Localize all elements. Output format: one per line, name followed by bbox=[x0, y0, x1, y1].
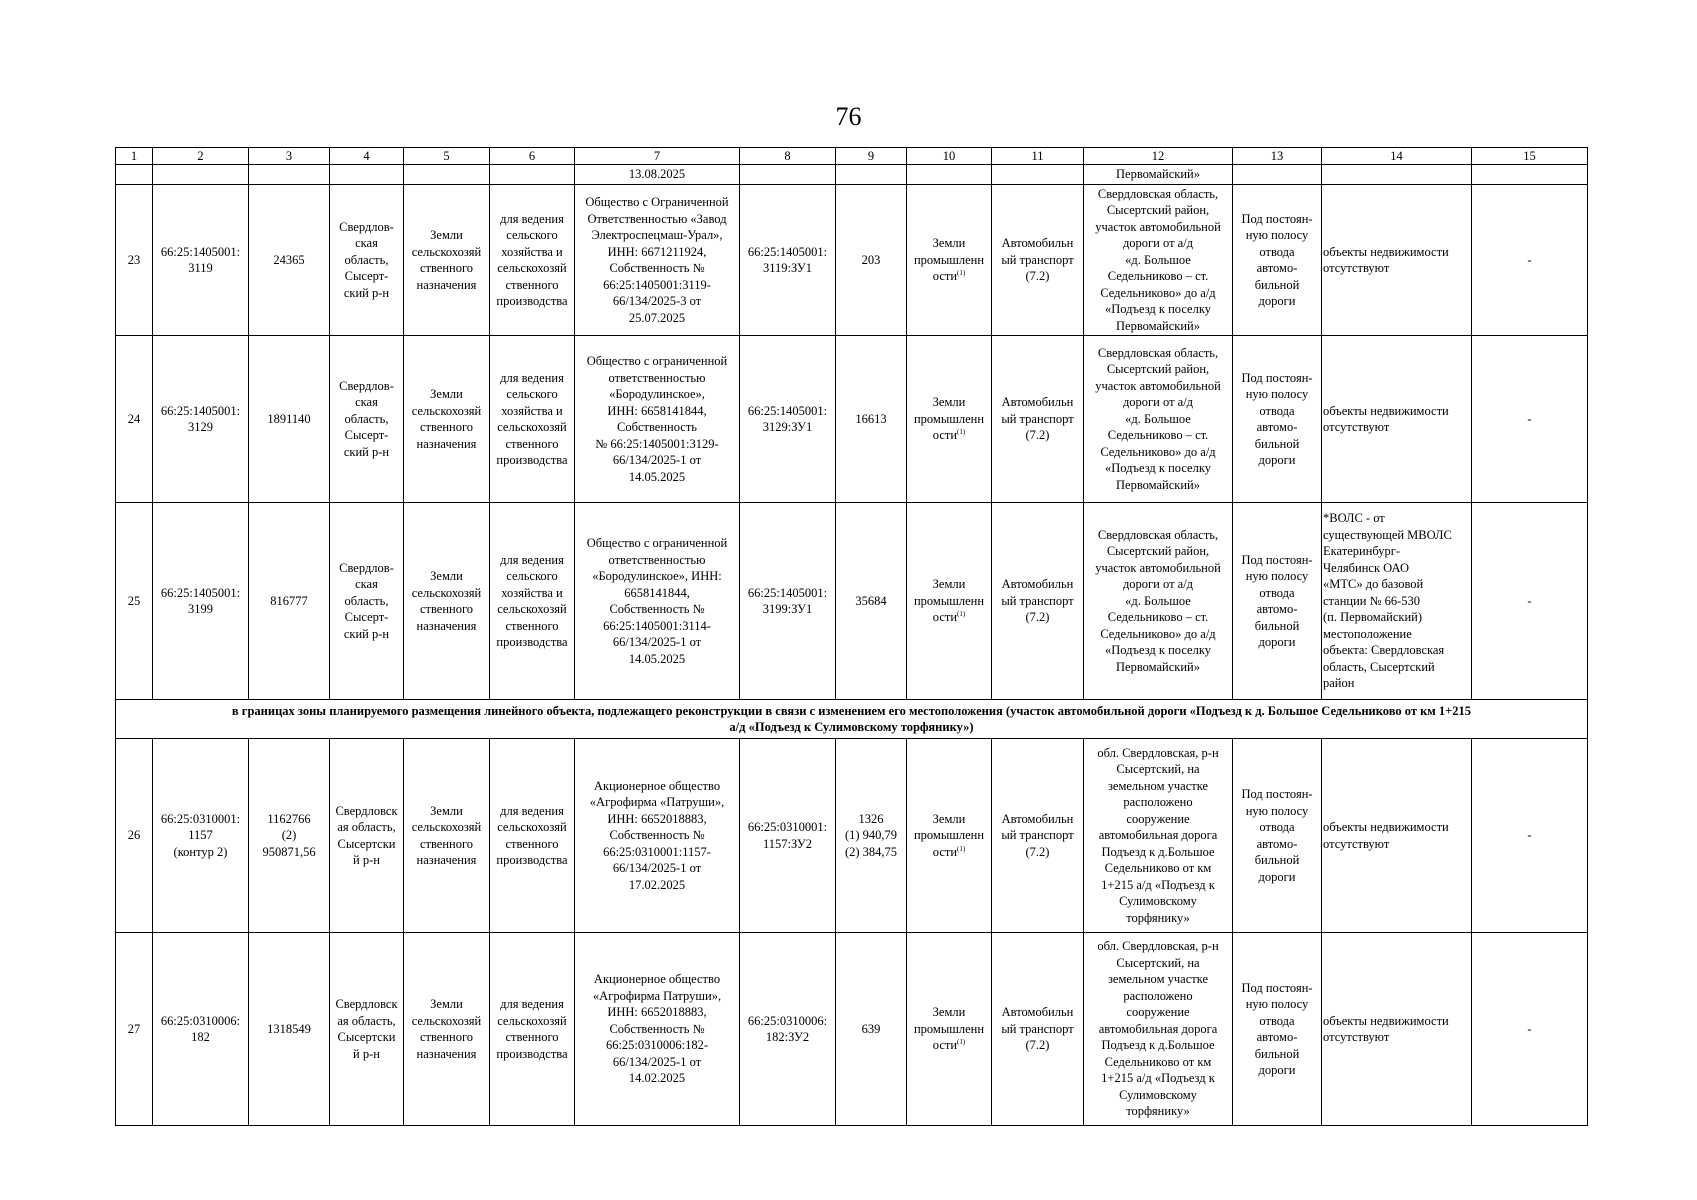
area-cell: 1162766 (2) 950871,56 bbox=[249, 739, 330, 933]
plot-area-cell: 1326 (1) 940,79 (2) 384,75 bbox=[836, 739, 907, 933]
column-number: 8 bbox=[740, 148, 836, 165]
continuation-row bbox=[116, 165, 1588, 185]
area-cell: 1891140 bbox=[249, 336, 330, 503]
note-cell: - bbox=[1472, 185, 1588, 336]
section-heading-row bbox=[116, 700, 1588, 739]
term-cell: Под постоян- ную полосу отвода автомо- бильной дороги bbox=[1233, 185, 1322, 336]
plot-number-cell: 66:25:1405001: 3119:ЗУ1 bbox=[740, 185, 836, 336]
location-cell: Свердлов- ская область, Сысерт- ский р-н bbox=[330, 336, 404, 503]
table-row bbox=[116, 739, 1588, 933]
objects-cell: *ВОЛС - от существующей МВОЛС Екатеринбург- Челябинск ОАО «МТС» до базовой станции № 66-530 (п. Первомайский) местоположение объекта: Свердловская область, Сысертский район bbox=[1322, 503, 1472, 700]
rights-holder-cell: Акционерное общество «Агрофирма «Патруши», ИНН: 6652018883, Собственность № 66:25:0310001:1157- 66/134/2025-1 от 17.02.2025 bbox=[575, 739, 740, 933]
column-number: 7 bbox=[575, 148, 740, 165]
land-category-cell: Земли сельскохозяй ственного назначения bbox=[404, 185, 490, 336]
term-cell: Под постоян- ную полосу отвода автомо- бильной дороги bbox=[1233, 336, 1322, 503]
vri-cell: Автомобильн ый транспорт (7.2) bbox=[992, 739, 1084, 933]
plot-number-cell: 66:25:1405001: 3199:ЗУ1 bbox=[740, 503, 836, 700]
land-category-cell: Земли сельскохозяй ственного назначения bbox=[404, 739, 490, 933]
cadastral-number-cell: 66:25:0310001: 1157 (контур 2) bbox=[153, 739, 249, 933]
plot-number-cell: 66:25:1405001: 3129:ЗУ1 bbox=[740, 336, 836, 503]
rights-date-cell: 13.08.2025 bbox=[575, 165, 740, 185]
permitted-use-cell: для ведения сельского хозяйства и сельскохозяй ственного производства bbox=[490, 185, 575, 336]
section-heading: в границах зоны планируемого размещения линейного объекта, подлежащего реконструкции в связи с изменением его местоположения (участок автомобильной дороги «Подъезд к д. Большое Седельниково от км 1+215 а/д «Подъезд к Сулимовскому торфянику») bbox=[116, 700, 1588, 739]
cadastral-number-cell: 66:25:0310006: 182 bbox=[153, 933, 249, 1126]
objects-cell: объекты недвижимости отсутствуют bbox=[1322, 185, 1472, 336]
vri-cell: Автомобильн ый транспорт (7.2) bbox=[992, 503, 1084, 700]
note-cell: - bbox=[1472, 336, 1588, 503]
location-cell: Свердловск ая область, Сысертски й р-н bbox=[330, 933, 404, 1126]
objects-cell: объекты недвижимости отсутствуют bbox=[1322, 739, 1472, 933]
column-number: 12 bbox=[1084, 148, 1233, 165]
plot-number-cell: 66:25:0310006: 182:ЗУ2 bbox=[740, 933, 836, 1126]
location-cell: Свердлов- ская область, Сысерт- ский р-н bbox=[330, 185, 404, 336]
column-number: 13 bbox=[1233, 148, 1322, 165]
cadastral-number-cell: 66:25:1405001: 3119 bbox=[153, 185, 249, 336]
column-number: 10 bbox=[907, 148, 992, 165]
column-number: 14 bbox=[1322, 148, 1472, 165]
column-number: 15 bbox=[1472, 148, 1588, 165]
note-cell: - bbox=[1472, 739, 1588, 933]
permitted-use-cell: для ведения сельскохозяй ственного производства bbox=[490, 933, 575, 1126]
objects-cell: объекты недвижимости отсутствуют bbox=[1322, 336, 1472, 503]
area-cell: 816777 bbox=[249, 503, 330, 700]
location-cell: Свердлов- ская область, Сысерт- ский р-н bbox=[330, 503, 404, 700]
purpose-cell: Свердловская область, Сысертский район, участок автомобильной дороги от а/д «д. Большое Седельниково – ст. Седельниково» до а/д «Подъезд к поселку Первомайский» bbox=[1084, 503, 1233, 700]
term-cell: Под постоян- ную полосу отвода автомо- бильной дороги bbox=[1233, 503, 1322, 700]
row-number-cell: 26 bbox=[116, 739, 153, 933]
objects-cell: объекты недвижимости отсутствуют bbox=[1322, 933, 1472, 1126]
land-category-cell: Земли сельскохозяй ственного назначения bbox=[404, 336, 490, 503]
plot-area-cell: 35684 bbox=[836, 503, 907, 700]
table-row bbox=[116, 336, 1588, 503]
area-cell: 1318549 bbox=[249, 933, 330, 1126]
plot-area-cell: 16613 bbox=[836, 336, 907, 503]
permitted-use-cell: для ведения сельского хозяйства и сельскохозяй ственного производства bbox=[490, 336, 575, 503]
plot-number-cell: 66:25:0310001: 1157:ЗУ2 bbox=[740, 739, 836, 933]
footnote-marker: (1) bbox=[957, 844, 966, 853]
vri-cell: Автомобильн ый транспорт (7.2) bbox=[992, 185, 1084, 336]
land-category-cell: Земли сельскохозяй ственного назначения bbox=[404, 933, 490, 1126]
footnote-marker: (1) bbox=[957, 1038, 966, 1047]
permitted-use-cell: для ведения сельскохозяй ственного производства bbox=[490, 739, 575, 933]
plot-area-cell: 639 bbox=[836, 933, 907, 1126]
footnote-marker: (1) bbox=[957, 269, 966, 278]
column-number-row bbox=[116, 148, 1588, 165]
row-number-cell: 27 bbox=[116, 933, 153, 1126]
note-cell: - bbox=[1472, 933, 1588, 1126]
area-cell: 24365 bbox=[249, 185, 330, 336]
category-after-cell: Земли промышленн ости$^{(1)}$ bbox=[907, 503, 992, 700]
column-number: 1 bbox=[116, 148, 153, 165]
purpose-cell: обл. Свердловская, р-н Сысертский, на земельном участке расположено сооружение автомобильная дорога Подъезд к д.Большое Седельниково от км 1+215 а/д «Подъезд к Сулимовскому торфянику» bbox=[1084, 933, 1233, 1126]
category-after-cell: Земли промышленн ости$^{(1)}$ bbox=[907, 336, 992, 503]
term-cell: Под постоян- ную полосу отвода автомо- бильной дороги bbox=[1233, 933, 1322, 1126]
row-number-cell: 25 bbox=[116, 503, 153, 700]
cadastral-number-cell: 66:25:1405001: 3129 bbox=[153, 336, 249, 503]
column-number: 6 bbox=[490, 148, 575, 165]
column-number: 4 bbox=[330, 148, 404, 165]
page-number: 76 bbox=[835, 102, 862, 131]
rows-group-b bbox=[116, 739, 1588, 1126]
plot-area-cell: 203 bbox=[836, 185, 907, 336]
table-row bbox=[116, 503, 1588, 700]
note-cell: - bbox=[1472, 503, 1588, 700]
rights-holder-cell: Общество с ограниченной ответственностью «Бородулинское», ИНН: 6658141844, Собственность № 66:25:1405001:3114- 66/134/2025-1 от 14.05.2025 bbox=[575, 503, 740, 700]
purpose-tail-cell: Первомайский» bbox=[1084, 165, 1233, 185]
land-plots-table bbox=[115, 147, 1588, 1126]
footnote-marker: (1) bbox=[957, 428, 966, 437]
location-cell: Свердловск ая область, Сысертски й р-н bbox=[330, 739, 404, 933]
row-number-cell: 24 bbox=[116, 336, 153, 503]
column-number: 3 bbox=[249, 148, 330, 165]
purpose-cell: Свердловская область, Сысертский район, участок автомобильной дороги от а/д «д. Большое Седельниково – ст. Седельниково» до а/д «Подъезд к поселку Первомайский» bbox=[1084, 336, 1233, 503]
term-cell: Под постоян- ную полосу отвода автомо- бильной дороги bbox=[1233, 739, 1322, 933]
purpose-cell: Свердловская область, Сысертский район, участок автомобильной дороги от а/д «д. Большое Седельниково – ст. Седельниково» до а/д «Подъезд к поселку Первомайский» bbox=[1084, 185, 1233, 336]
purpose-cell: обл. Свердловская, р-н Сысертский, на земельном участке расположено сооружение автомобильная дорога Подъезд к д.Большое Седельниково от км 1+215 а/д «Подъезд к Сулимовскому торфянику» bbox=[1084, 739, 1233, 933]
cadastral-number-cell: 66:25:1405001: 3199 bbox=[153, 503, 249, 700]
category-after-cell: Земли промышленн ости$^{(1)}$ bbox=[907, 933, 992, 1126]
column-number: 9 bbox=[836, 148, 907, 165]
footnote-marker: (1) bbox=[957, 610, 966, 619]
permitted-use-cell: для ведения сельского хозяйства и сельскохозяй ственного производства bbox=[490, 503, 575, 700]
column-number: 2 bbox=[153, 148, 249, 165]
category-after-cell: Земли промышленн ости$^{(1)}$ bbox=[907, 185, 992, 336]
row-number-cell: 23 bbox=[116, 185, 153, 336]
category-after-cell: Земли промышленн ости$^{(1)}$ bbox=[907, 739, 992, 933]
vri-cell: Автомобильн ый транспорт (7.2) bbox=[992, 933, 1084, 1126]
vri-cell: Автомобильн ый транспорт (7.2) bbox=[992, 336, 1084, 503]
column-number: 11 bbox=[992, 148, 1084, 165]
column-number: 5 bbox=[404, 148, 490, 165]
rights-holder-cell: Общество с Ограниченной Ответственностью «Завод Электроспецмаш-Урал», ИНН: 6671211924, Собственность № 66:25:1405001:3119- 66/134/2025-3 от 25.07.2025 bbox=[575, 185, 740, 336]
rights-holder-cell: Акционерное общество «Агрофирма Патруши», ИНН: 6652018883, Собственность № 66:25:0310006:182- 66/134/2025-1 от 14.02.2025 bbox=[575, 933, 740, 1126]
rights-holder-cell: Общество с ограниченной ответственностью «Бородулинское», ИНН: 6658141844, Собственность № 66:25:1405001:3129- 66/134/2025-1 от 14.05.2025 bbox=[575, 336, 740, 503]
table-row bbox=[116, 933, 1588, 1126]
table-row bbox=[116, 185, 1588, 336]
land-category-cell: Земли сельскохозяй ственного назначения bbox=[404, 503, 490, 700]
rows-group-a bbox=[116, 185, 1588, 700]
